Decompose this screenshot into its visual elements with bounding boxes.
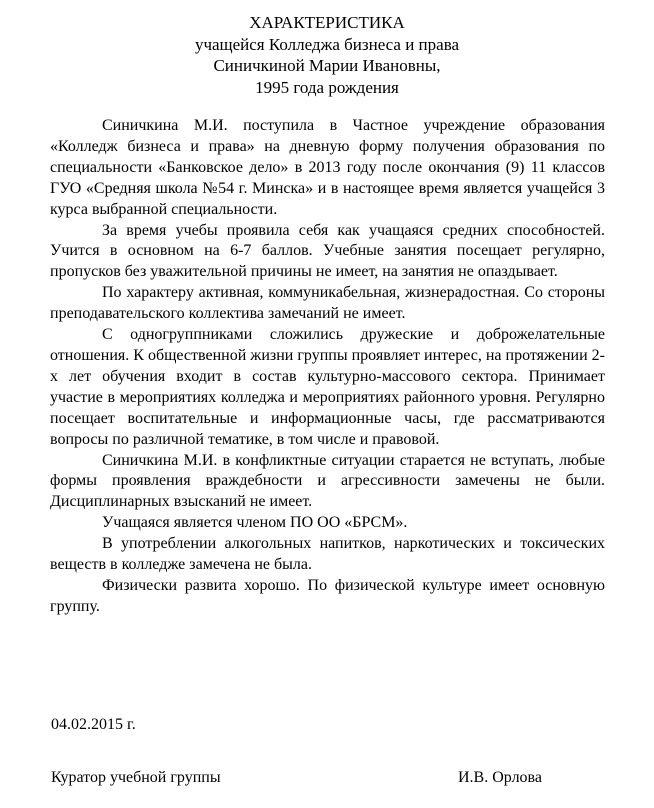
paragraph-character: По характеру активная, коммуникабельная, жизнерадостная. Со стороны преподавательского коллектива замечаний не имеет.	[50, 284, 605, 323]
document-header	[0, 12, 654, 98]
paragraph-physical: Физически развита хорошо. По физической культуре имеет основную группу.	[50, 576, 605, 615]
student-institution-line: учащейся Колледжа бизнеса и права	[194, 34, 460, 54]
paragraph-membership: Учащаяся является членом ПО ОО «БРСМ».	[102, 514, 408, 532]
paragraph-studies: За время учебы проявила себя как учащаяся средних способностей. Учится в основном на 6-7 баллов. Учебные занятия посещает регулярно, пропусков без уважительной причины не имеет, на занятия не опаздывает.	[50, 221, 605, 281]
student-birth-year-line: 1995 года рождения	[255, 77, 399, 97]
paragraph-substances: В употреблении алкогольных напитков, наркотических и токсических веществ в колледже замечена не была.	[50, 535, 605, 574]
paragraph-conflicts: Синичкина М.И. в конфликтные ситуации старается не вступать, любые формы проявления враждебности и агрессивности замечены не были. Дисциплинарных взысканий не имеет.	[50, 451, 605, 511]
paragraph-enrollment: Синичкина М.И. поступила в Частное учреждение образования «Колледж бизнеса и права» на дневную форму получения образования по специальности «Банковское дело» в 2013 году после окончания (9) 11 классов ГУО «Средняя школа №54 г. Минска» и в настоящее время является учащейся 3 курса выбранной специальности.	[50, 117, 605, 218]
document-title: ХАРАКТЕРИСТИКА	[249, 13, 405, 32]
curator-position: Куратор учебной группы	[51, 769, 221, 786]
document-date: 04.02.2015 г.	[51, 716, 136, 733]
student-name-line: Синичкиной Марии Ивановны,	[213, 56, 441, 75]
curator-name: И.В. Орлова	[458, 769, 542, 786]
document-body	[50, 116, 605, 618]
paragraph-social-life: С одногруппниками сложились дружеские и доброжелательные отношения. К общественной жизни группы проявляет интерес, на протяжении 2-х лет обучения входит в состав культурно-массового сектора. Принимает участие в мероприятиях колледжа и мероприятиях районного уровня. Регулярно посещает воспитательные и информационные часы, где рассматриваются вопросы по различной тематике, в том числе и правовой.	[50, 326, 605, 448]
